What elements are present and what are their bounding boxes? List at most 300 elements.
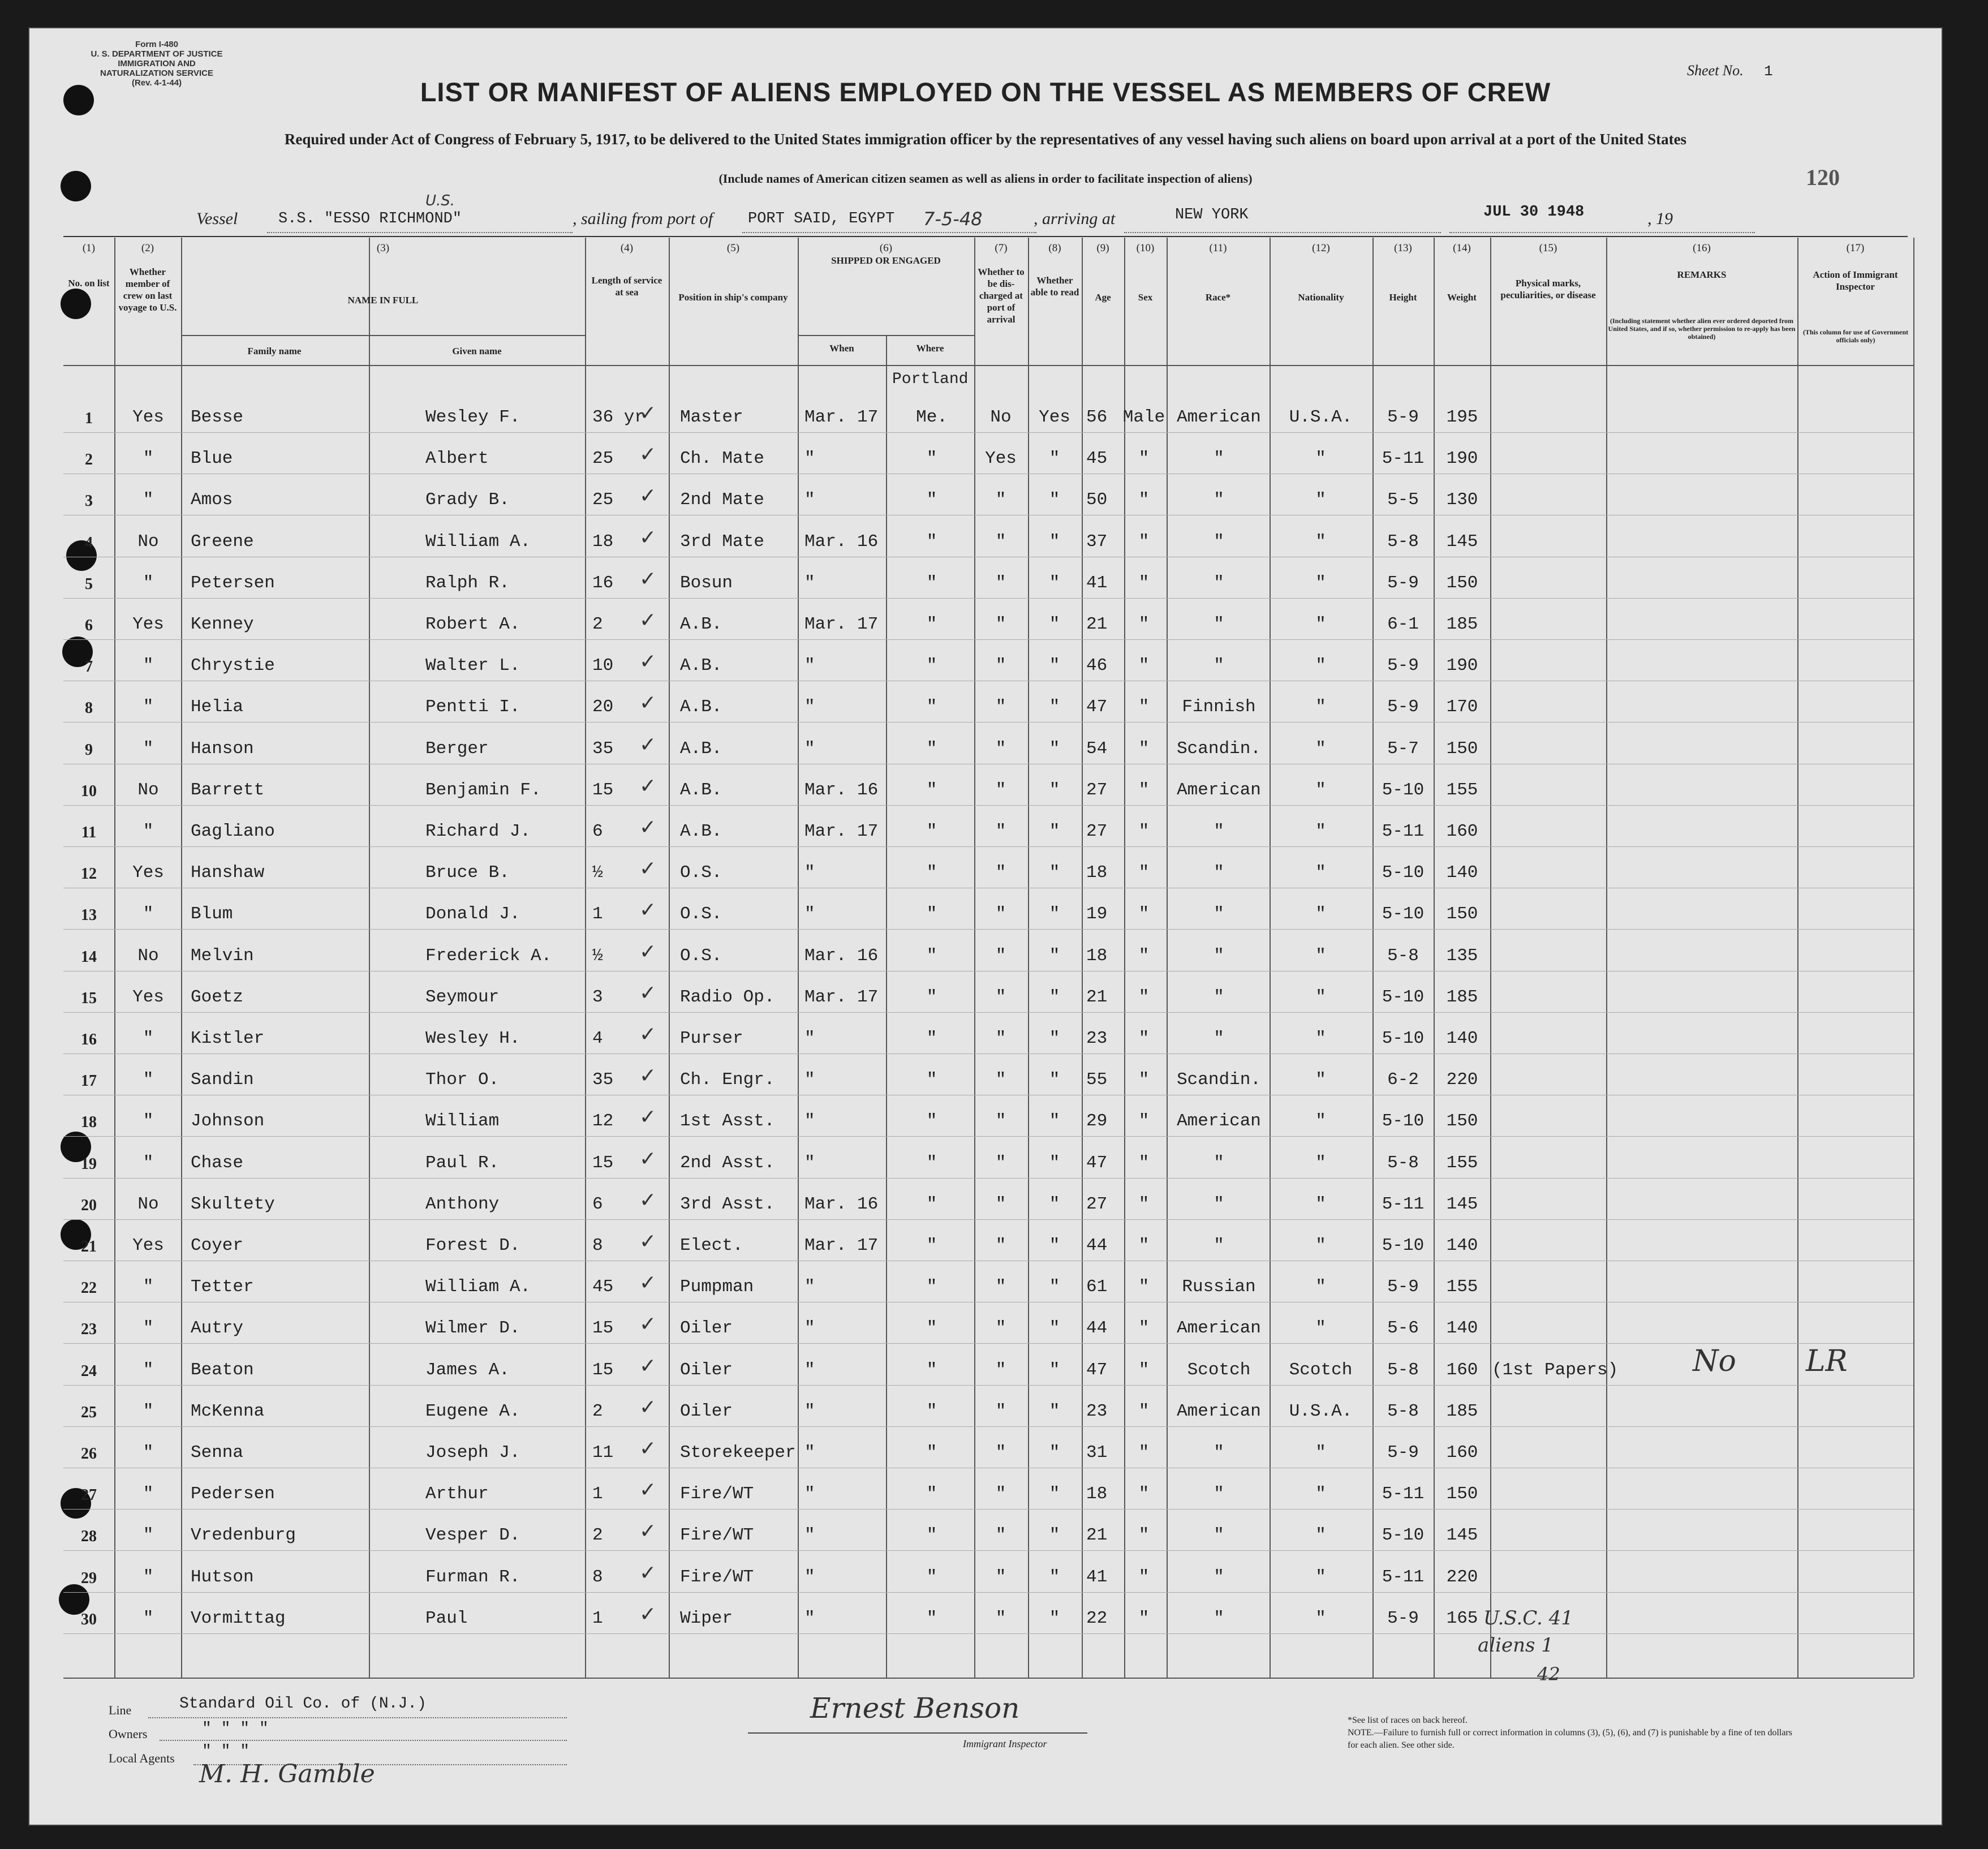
able-to-read-cell: " xyxy=(1049,697,1060,717)
given-name-cell: Thor O. xyxy=(425,1070,500,1090)
line-value: Standard Oil Co. of (N.J.) xyxy=(179,1695,427,1713)
service-length-cell: 8 xyxy=(592,1236,603,1255)
shipped-when-cell: " xyxy=(804,573,815,593)
weight-cell: 150 xyxy=(1446,904,1478,924)
weight-cell: 160 xyxy=(1446,822,1478,841)
shipped-when-cell: " xyxy=(804,1153,815,1173)
given-name-cell: Vesper D. xyxy=(425,1525,520,1546)
service-length-cell: 15 xyxy=(592,1153,614,1173)
check-mark-icon: ✓ xyxy=(639,1188,657,1212)
nationality-cell: " xyxy=(1315,945,1326,966)
shipped-when-cell: Mar. 17 xyxy=(804,987,879,1007)
requirement-text: Required under Act of Congress of February 5, 1917, to be delivered to the United States immigration officer by the representatives of any vessel having such aliens on board upon arrival at a port of the United States xyxy=(284,131,1687,148)
race-cell: " xyxy=(1214,987,1224,1007)
sex-cell: " xyxy=(1138,1277,1150,1297)
shipped-where-cell: " xyxy=(926,1277,937,1297)
able-to-read-cell: " xyxy=(1049,987,1060,1007)
penalty-note: NOTE.—Failure to furnish full or correct information in columns (3), (5), (6), and (7) is punishable by a fine of ten dollars for each alien. See other side. xyxy=(1348,1728,1793,1750)
nationality-cell: " xyxy=(1315,614,1326,634)
weight-cell: 185 xyxy=(1446,614,1478,634)
discharged-cell: " xyxy=(995,531,1006,552)
family-name-cell: Vormittag xyxy=(191,1608,286,1628)
family-name-cell: Chrystie xyxy=(191,656,275,676)
tally-line2: aliens 1 xyxy=(1478,1634,1554,1657)
discharged-cell: " xyxy=(995,1443,1006,1463)
column-header: Sex xyxy=(1138,292,1153,303)
discharged-cell: " xyxy=(995,1608,1006,1628)
row-number: 26 xyxy=(81,1445,97,1463)
weight-cell: 170 xyxy=(1446,697,1478,717)
sex-cell: " xyxy=(1138,1029,1150,1048)
race-cell: " xyxy=(1214,1194,1224,1214)
race-cell: " xyxy=(1214,904,1224,924)
prev-voyage-cell: Yes xyxy=(132,987,164,1007)
nationality-cell: " xyxy=(1315,656,1326,676)
column-number: (4) xyxy=(620,242,634,254)
race-cell: " xyxy=(1214,863,1224,883)
weight-cell: 185 xyxy=(1446,987,1478,1007)
nationality-cell: " xyxy=(1315,1194,1326,1214)
family-name-cell: Besse xyxy=(191,407,244,427)
sex-cell: " xyxy=(1138,780,1150,800)
check-mark-icon: ✓ xyxy=(639,1478,657,1502)
position-cell: Oiler xyxy=(680,1401,733,1421)
position-cell: A.B. xyxy=(680,614,722,634)
nationality-cell: " xyxy=(1315,1111,1326,1132)
given-name-cell: Bruce B. xyxy=(425,863,510,883)
sex-cell: " xyxy=(1138,863,1150,883)
shipped-where-cell: " xyxy=(926,738,937,759)
service-length-cell: 12 xyxy=(592,1111,614,1132)
owners-value: " " " " xyxy=(202,1720,269,1738)
shipped-where-cell: " xyxy=(926,697,937,717)
able-to-read-cell: " xyxy=(1049,573,1060,593)
physical-marks-cell: (1st Papers) xyxy=(1492,1360,1619,1380)
race-cell: " xyxy=(1214,1236,1224,1255)
shipped-when-cell: " xyxy=(804,863,815,883)
shipped-where-cell: " xyxy=(926,1194,937,1214)
column-number: (17) xyxy=(1846,242,1865,254)
shipped-where-cell: " xyxy=(926,1029,937,1048)
row-number: 5 xyxy=(85,575,93,593)
given-name-cell: Berger xyxy=(425,738,489,759)
race-cell: " xyxy=(1214,822,1224,841)
discharged-cell: " xyxy=(995,1070,1006,1090)
shipped-when-cell: " xyxy=(804,1608,815,1628)
tally-line3: 42 xyxy=(1537,1663,1560,1685)
column-number: (16) xyxy=(1693,242,1711,254)
position-cell: Pumpman xyxy=(680,1277,754,1297)
age-cell: 18 xyxy=(1086,863,1108,883)
given-name-cell: William A. xyxy=(425,1277,531,1297)
prev-voyage-cell: " xyxy=(143,1525,154,1546)
weight-cell: 160 xyxy=(1446,1360,1478,1380)
position-cell: Ch. Engr. xyxy=(680,1070,775,1090)
given-name-cell: Albert xyxy=(425,449,489,469)
position-cell: O.S. xyxy=(680,945,722,966)
sex-cell: " xyxy=(1138,1401,1150,1421)
given-name-cell: Paul R. xyxy=(425,1153,500,1173)
nationality-cell: " xyxy=(1315,822,1326,841)
age-cell: 50 xyxy=(1086,490,1108,510)
height-cell: 5-6 xyxy=(1387,1318,1419,1339)
service-length-cell: 6 xyxy=(592,822,603,841)
shipped-when-cell: Mar. 17 xyxy=(804,407,879,427)
check-mark-icon: ✓ xyxy=(639,1106,657,1129)
able-to-read-cell: " xyxy=(1049,449,1060,469)
sex-cell: " xyxy=(1138,1567,1150,1587)
check-mark-icon: ✓ xyxy=(639,981,657,1005)
given-name-cell: Robert A. xyxy=(425,614,520,634)
race-cell: American xyxy=(1177,1318,1261,1339)
able-to-read-cell: " xyxy=(1049,1029,1060,1048)
weight-cell: 140 xyxy=(1446,863,1478,883)
column-header: Height xyxy=(1389,292,1417,303)
position-cell: Radio Op. xyxy=(680,987,775,1007)
column-header: Whether to be dis-charged at port of arrival xyxy=(978,266,1025,325)
shipped-where-cell: " xyxy=(926,614,937,634)
row-number: 14 xyxy=(81,948,97,966)
family-name-cell: Autry xyxy=(191,1318,244,1339)
row-number: 19 xyxy=(81,1155,97,1173)
nationality-cell: Scotch xyxy=(1289,1360,1353,1380)
race-cell: American xyxy=(1177,407,1261,427)
action-cell: LR xyxy=(1806,1344,1848,1378)
position-cell: O.S. xyxy=(680,863,722,883)
discharged-cell: " xyxy=(995,780,1006,800)
able-to-read-cell: " xyxy=(1049,1194,1060,1214)
column-number: (9) xyxy=(1096,242,1109,254)
tally-line1: U.S.C. 41 xyxy=(1483,1607,1573,1629)
age-cell: 27 xyxy=(1086,780,1108,800)
row-number: 24 xyxy=(81,1362,97,1380)
column-header: NAME IN FULL xyxy=(347,295,419,306)
able-to-read-cell: " xyxy=(1049,1236,1060,1255)
prev-voyage-cell: " xyxy=(143,656,154,676)
form-title: LIST OR MANIFEST OF ALIENS EMPLOYED ON THE VESSEL AS MEMBERS OF CREW xyxy=(420,77,1551,107)
age-cell: 21 xyxy=(1086,1525,1108,1546)
weight-cell: 190 xyxy=(1446,656,1478,676)
race-cell: Scotch xyxy=(1187,1360,1251,1380)
family-name-cell: McKenna xyxy=(191,1401,265,1421)
age-cell: 47 xyxy=(1086,1360,1108,1380)
height-cell: 5-11 xyxy=(1382,1567,1425,1587)
shipped-where-cell: " xyxy=(926,531,937,552)
age-cell: 27 xyxy=(1086,1194,1108,1214)
row-number: 28 xyxy=(81,1528,97,1546)
height-cell: 5-9 xyxy=(1387,1443,1419,1463)
service-length-cell: 2 xyxy=(592,1525,603,1546)
column-number: (13) xyxy=(1394,242,1412,254)
sex-cell: " xyxy=(1138,1236,1150,1255)
row-number: 18 xyxy=(81,1113,97,1132)
age-cell: 54 xyxy=(1086,738,1108,759)
sex-cell: " xyxy=(1138,1608,1150,1628)
age-cell: 21 xyxy=(1086,614,1108,634)
stamp-number: 120 xyxy=(1806,165,1840,190)
race-cell: " xyxy=(1214,449,1224,469)
department: U. S. DEPARTMENT OF JUSTICE xyxy=(91,49,223,59)
discharged-cell: " xyxy=(995,738,1006,759)
sex-cell: " xyxy=(1138,1443,1150,1463)
shipped-where-cell: " xyxy=(926,1525,937,1546)
service-length-cell: ½ xyxy=(592,863,603,883)
prev-voyage-cell: " xyxy=(143,1567,154,1587)
nationality-cell: " xyxy=(1315,1277,1326,1297)
nationality-cell: " xyxy=(1315,697,1326,717)
shipped-when-cell: " xyxy=(804,904,815,924)
discharged-cell: " xyxy=(995,904,1006,924)
check-mark-icon: ✓ xyxy=(639,402,657,425)
include-note: (Include names of American citizen seamen as well as aliens in order to facilitate inspection of aliens) xyxy=(718,171,1253,186)
prev-voyage-cell: " xyxy=(143,1360,154,1380)
service-length-cell: ½ xyxy=(592,945,603,966)
age-cell: 44 xyxy=(1086,1236,1108,1255)
weight-cell: 145 xyxy=(1446,1525,1478,1546)
row-number: 4 xyxy=(85,534,93,552)
column-header: REMARKS xyxy=(1677,269,1727,280)
position-cell: A.B. xyxy=(680,822,722,841)
family-name-cell: Barrett xyxy=(191,780,265,800)
given-name-cell: Wesley H. xyxy=(425,1029,520,1048)
discharged-cell: " xyxy=(995,1153,1006,1173)
height-cell: 5-10 xyxy=(1382,1525,1425,1546)
able-to-read-cell: " xyxy=(1049,1318,1060,1339)
shipped-where-cell: " xyxy=(926,573,937,593)
discharged-cell: " xyxy=(995,945,1006,966)
shipped-when-cell: " xyxy=(804,1567,815,1587)
age-cell: 18 xyxy=(1086,1484,1108,1504)
given-name-cell: Joseph J. xyxy=(425,1443,520,1463)
sex-cell: " xyxy=(1138,945,1150,966)
family-name-cell: Hanson xyxy=(191,738,254,759)
height-cell: 5-8 xyxy=(1387,1401,1419,1421)
nationality-cell: " xyxy=(1315,490,1326,510)
weight-cell: 220 xyxy=(1446,1567,1478,1587)
prev-voyage-cell: Yes xyxy=(132,863,164,883)
position-cell: Ch. Mate xyxy=(680,449,764,469)
age-cell: 29 xyxy=(1086,1111,1108,1132)
family-name-cell: Skultety xyxy=(191,1194,275,1214)
discharged-cell: " xyxy=(995,573,1006,593)
service-length-cell: 35 xyxy=(592,738,614,759)
check-mark-icon: ✓ xyxy=(639,1313,657,1336)
row-number: 23 xyxy=(81,1321,97,1339)
check-mark-icon: ✓ xyxy=(639,898,657,922)
shipped-where-cell: " xyxy=(926,822,937,841)
family-name-cell: Blue xyxy=(191,449,233,469)
service-length-cell: 2 xyxy=(592,614,603,634)
age-cell: 37 xyxy=(1086,531,1108,552)
race-cell: " xyxy=(1214,1443,1224,1463)
position-cell: Storekeeper xyxy=(680,1443,796,1463)
shipped-where-cell: " xyxy=(926,1070,937,1090)
position-cell: 1st Asst. xyxy=(680,1111,775,1132)
height-cell: 5-9 xyxy=(1387,656,1419,676)
prev-voyage-cell: No xyxy=(137,945,159,966)
check-mark-icon: ✓ xyxy=(639,609,657,632)
vessel-value: S.S. "ESSO RICHMOND" xyxy=(278,210,462,227)
remarks-cell: No xyxy=(1693,1344,1736,1378)
sex-cell: " xyxy=(1138,697,1150,717)
position-cell: 3rd Asst. xyxy=(680,1194,775,1214)
able-to-read-cell: " xyxy=(1049,1360,1060,1380)
discharged-cell: " xyxy=(995,1318,1006,1339)
position-cell: Oiler xyxy=(680,1318,733,1339)
weight-cell: 190 xyxy=(1446,449,1478,469)
shipped-where-cell: " xyxy=(926,1111,937,1132)
able-to-read-cell: " xyxy=(1049,780,1060,800)
column-number: (1) xyxy=(82,242,96,254)
sex-cell: " xyxy=(1138,822,1150,841)
age-cell: 41 xyxy=(1086,1567,1108,1587)
nationality-cell: U.S.A. xyxy=(1289,1401,1353,1421)
column-header: Length of service at sea xyxy=(591,275,662,298)
able-to-read-cell: " xyxy=(1049,904,1060,924)
nationality-cell: U.S.A. xyxy=(1289,407,1353,427)
column-number: (8) xyxy=(1048,242,1061,254)
nationality-cell: " xyxy=(1315,1070,1326,1090)
sex-cell: " xyxy=(1138,490,1150,510)
able-to-read-cell: " xyxy=(1049,1525,1060,1546)
age-cell: 23 xyxy=(1086,1029,1108,1048)
sex-cell: " xyxy=(1138,1070,1150,1090)
age-cell: 55 xyxy=(1086,1070,1108,1090)
nationality-cell: " xyxy=(1315,1318,1326,1339)
age-cell: 19 xyxy=(1086,904,1108,924)
column-number: (14) xyxy=(1453,242,1471,254)
row-number: 2 xyxy=(85,451,93,469)
age-cell: 47 xyxy=(1086,697,1108,717)
sex-cell: " xyxy=(1138,531,1150,552)
height-cell: 5-11 xyxy=(1382,1484,1425,1504)
prev-voyage-cell: " xyxy=(143,449,154,469)
check-mark-icon: ✓ xyxy=(639,1230,657,1253)
discharged-cell: " xyxy=(995,490,1006,510)
family-name-cell: Tetter xyxy=(191,1277,254,1297)
able-to-read-cell: " xyxy=(1049,614,1060,634)
row-number: 29 xyxy=(81,1569,97,1587)
prev-voyage-cell: " xyxy=(143,738,154,759)
inspector-signature: Ernest Benson xyxy=(810,1692,1020,1725)
shipped-when-cell: " xyxy=(804,1401,815,1421)
weight-cell: 145 xyxy=(1446,531,1478,552)
prev-voyage-cell: " xyxy=(143,1401,154,1421)
age-cell: 47 xyxy=(1086,1153,1108,1173)
discharged-cell: " xyxy=(995,614,1006,634)
given-name-cell: Seymour xyxy=(425,987,500,1007)
height-cell: 5-10 xyxy=(1382,1029,1425,1048)
agents-label: Local Agents xyxy=(109,1751,175,1765)
revision: (Rev. 4-1-44) xyxy=(131,78,182,88)
sailing-port: PORT SAID, EGYPT xyxy=(748,210,895,227)
age-cell: 27 xyxy=(1086,822,1108,841)
shipped-when-cell: " xyxy=(804,1484,815,1504)
manifest-sheet xyxy=(28,27,1943,1826)
nationality-cell: " xyxy=(1315,1236,1326,1255)
prev-voyage-cell: " xyxy=(143,904,154,924)
nationality-cell: " xyxy=(1315,863,1326,883)
given-name-cell: Donald J. xyxy=(425,904,520,924)
age-cell: 22 xyxy=(1086,1608,1108,1628)
family-name-cell: Greene xyxy=(191,531,254,552)
able-to-read-cell: " xyxy=(1049,1111,1060,1132)
sex-cell: " xyxy=(1138,614,1150,634)
row-number: 6 xyxy=(85,617,93,634)
prev-voyage-cell: No xyxy=(137,1194,159,1214)
discharged-cell: " xyxy=(995,1236,1006,1255)
row-number: 15 xyxy=(81,989,97,1007)
shipped-when-cell: " xyxy=(804,1360,815,1380)
height-cell: 5-8 xyxy=(1387,531,1419,552)
weight-cell: 140 xyxy=(1446,1236,1478,1255)
family-name-cell: Amos xyxy=(191,490,233,510)
nationality-cell: " xyxy=(1315,987,1326,1007)
family-name-cell: Kistler xyxy=(191,1029,265,1048)
sheet-number-label: Sheet No. xyxy=(1687,62,1744,79)
given-name-cell: Paul xyxy=(425,1608,468,1628)
service-length-cell: 15 xyxy=(592,1318,614,1339)
prev-voyage-cell: No xyxy=(137,780,159,800)
sex-cell: " xyxy=(1138,1111,1150,1132)
check-mark-icon: ✓ xyxy=(639,443,657,467)
race-cell: " xyxy=(1214,1029,1224,1048)
sex-cell: " xyxy=(1138,1484,1150,1504)
nationality-cell: " xyxy=(1315,1608,1326,1628)
position-cell: Fire/WT xyxy=(680,1484,754,1504)
action-note: (This column for use of Government officials only) xyxy=(1802,328,1909,344)
height-cell: 5-11 xyxy=(1382,1194,1425,1214)
column-header: Weight xyxy=(1447,292,1477,303)
able-to-read-cell: " xyxy=(1049,1484,1060,1504)
shipped-when-cell: " xyxy=(804,1318,815,1339)
sailing-date-handwritten: 7-5-48 xyxy=(923,208,983,230)
height-cell: 5-9 xyxy=(1387,407,1419,427)
service-length-cell: 3 xyxy=(592,987,603,1007)
nationality-cell: " xyxy=(1315,1153,1326,1173)
shipped-where-cell: " xyxy=(926,490,937,510)
column-number: (5) xyxy=(726,242,740,254)
inspector-label: Immigrant Inspector xyxy=(963,1738,1047,1749)
given-name-cell: Grady B. xyxy=(425,490,510,510)
check-mark-icon: ✓ xyxy=(639,940,657,964)
race-cell: " xyxy=(1214,1567,1224,1587)
weight-cell: 155 xyxy=(1446,1277,1478,1297)
height-cell: 5-10 xyxy=(1382,863,1425,883)
shipped-where-cell: " xyxy=(926,1567,937,1587)
line-label: Line xyxy=(109,1703,132,1717)
discharged-cell: " xyxy=(995,1277,1006,1297)
column-header: Position in ship's company xyxy=(678,292,788,303)
nationality-cell: " xyxy=(1315,573,1326,593)
column-header: Action of Immigrant Inspector xyxy=(1813,269,1898,292)
agents-value: " " " xyxy=(202,1743,250,1760)
shipped-where-cell: " xyxy=(926,1484,937,1504)
position-cell: Purser xyxy=(680,1029,743,1048)
height-cell: 5-10 xyxy=(1382,904,1425,924)
sex-cell: " xyxy=(1138,1194,1150,1214)
shipped-when-cell: " xyxy=(804,738,815,759)
row-number: 22 xyxy=(81,1279,97,1297)
shipped-when-cell: Mar. 16 xyxy=(804,945,879,966)
given-name-cell: Wesley F. xyxy=(425,407,520,427)
position-cell: A.B. xyxy=(680,656,722,676)
discharged-cell: " xyxy=(995,1029,1006,1048)
prev-voyage-cell: " xyxy=(143,1111,154,1132)
discharged-cell: No xyxy=(990,407,1012,427)
row-number: 27 xyxy=(81,1486,97,1504)
age-cell: 46 xyxy=(1086,656,1108,676)
